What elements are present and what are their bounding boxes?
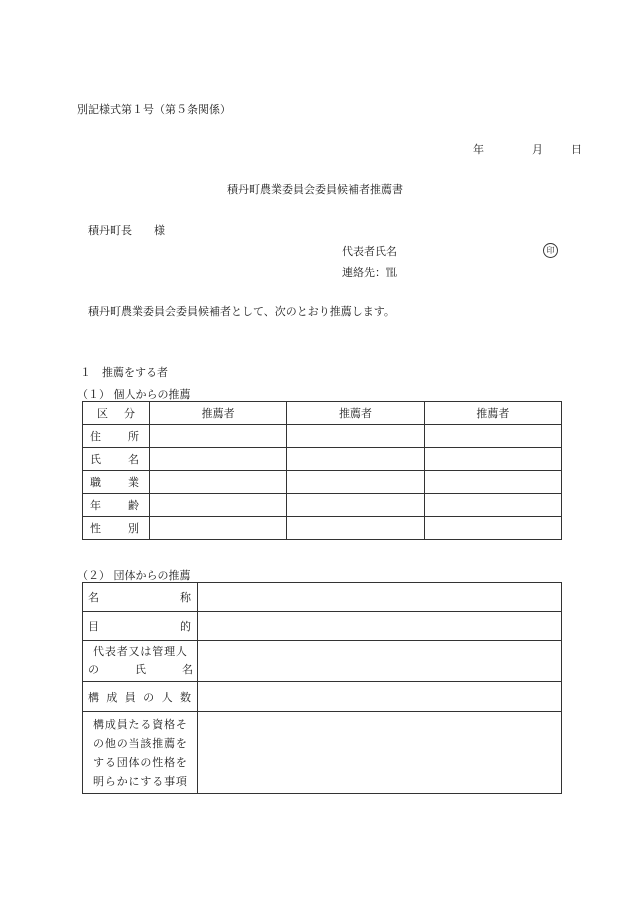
- column-header-recommender-1: 推薦者: [150, 402, 287, 425]
- row-label-gender: [83, 517, 150, 540]
- input-cell[interactable]: [424, 471, 561, 494]
- label-char: 表: [104, 645, 116, 658]
- input-cell[interactable]: [198, 612, 562, 641]
- label-char: 名: [128, 453, 139, 466]
- body-text: 積丹町農業委員会委員候補者として、次のとおり推薦します。: [88, 305, 395, 318]
- input-cell[interactable]: [198, 583, 562, 612]
- table-corner-cell: [83, 402, 150, 425]
- date-month-label: 月: [532, 143, 543, 156]
- row-label-member-count: [83, 682, 198, 712]
- label-char: 資: [152, 717, 164, 731]
- corner-char: 区: [97, 407, 108, 420]
- row-label-address: [83, 425, 150, 448]
- label-char: の: [140, 755, 152, 769]
- label-char: か: [116, 774, 128, 788]
- input-cell[interactable]: [150, 425, 287, 448]
- table-row: [83, 494, 562, 517]
- label-char: 別: [128, 522, 139, 535]
- row-label-occupation: [83, 471, 150, 494]
- label-char: 成: [106, 690, 118, 704]
- label-char: 当: [128, 736, 140, 750]
- row-label-group-name: [83, 583, 198, 612]
- input-cell[interactable]: [287, 425, 424, 448]
- label-char: 構: [88, 690, 99, 704]
- addressee-honorific: 様: [154, 224, 165, 237]
- input-cell[interactable]: [424, 425, 561, 448]
- table-row: [83, 612, 562, 641]
- section1-heading: １ 推薦をする者: [80, 366, 168, 379]
- label-char: 他: [104, 736, 116, 750]
- label-char: る: [152, 774, 164, 788]
- label-char: す: [140, 774, 152, 788]
- label-char: 代: [93, 645, 104, 658]
- label-char: 齢: [128, 499, 139, 512]
- table-row: [83, 425, 562, 448]
- column-header-recommender-2: 推薦者: [287, 402, 424, 425]
- label-char: す: [93, 755, 104, 769]
- label-char: 者: [116, 645, 128, 658]
- table-row: [83, 583, 562, 612]
- row-label-purpose: [83, 612, 198, 641]
- input-cell[interactable]: [424, 494, 561, 517]
- date-day-label: 日: [571, 143, 582, 156]
- representative-name-label: 代表者氏名: [342, 245, 397, 258]
- label-char: の: [93, 736, 104, 750]
- label-char: 格: [164, 717, 176, 731]
- input-cell[interactable]: [287, 494, 424, 517]
- table-row: [83, 682, 562, 712]
- table-row: [83, 517, 562, 540]
- label-char: 推: [152, 736, 164, 750]
- label-char: 性: [90, 522, 101, 535]
- label-char: る: [140, 717, 152, 731]
- label-char: 体: [128, 755, 140, 769]
- label-char: 構: [93, 717, 104, 731]
- label-char: 名: [88, 591, 99, 604]
- input-cell[interactable]: [198, 712, 562, 794]
- input-cell[interactable]: [150, 494, 287, 517]
- table-header-row: [83, 402, 562, 425]
- column-header-recommender-3: 推薦者: [424, 402, 561, 425]
- label-char: 管: [152, 645, 164, 658]
- addressee-name: 積丹町長: [88, 224, 132, 237]
- label-char: ら: [104, 774, 116, 788]
- table-row: [83, 712, 562, 794]
- label-char: 事: [164, 774, 176, 788]
- label-char: を: [175, 736, 187, 750]
- form-number: 別記様式第１号（第５条関係）: [77, 103, 231, 116]
- label-char: は: [140, 645, 152, 658]
- input-cell[interactable]: [424, 448, 561, 471]
- label-char: の: [143, 690, 155, 704]
- label-char: 性: [152, 755, 164, 769]
- label-char: 所: [128, 430, 139, 443]
- date-line: [473, 141, 582, 157]
- seal-mark-icon: 印: [543, 243, 558, 258]
- input-cell[interactable]: [150, 517, 287, 540]
- label-char: た: [128, 717, 140, 731]
- corner-char: 分: [124, 407, 135, 420]
- input-cell[interactable]: [150, 471, 287, 494]
- label-char: 明: [93, 774, 104, 788]
- section2-subheading: （２） 団体からの推薦: [77, 569, 191, 582]
- label-char: 住: [90, 430, 101, 443]
- label-char: 理: [164, 645, 176, 658]
- input-cell[interactable]: [287, 448, 424, 471]
- row-label-age: [83, 494, 150, 517]
- label-char: 人: [175, 645, 187, 658]
- date-year-label: 年: [473, 143, 484, 156]
- document-title: 積丹町農業委員会委員候補者推薦書: [227, 183, 403, 196]
- input-cell[interactable]: [150, 448, 287, 471]
- label-char: 員: [124, 690, 136, 704]
- label-char: 数: [179, 690, 191, 704]
- label-char: 職: [90, 476, 101, 489]
- group-recommendation-table: [82, 582, 562, 794]
- table-row: [83, 471, 562, 494]
- label-char: 項: [175, 774, 187, 788]
- label-char: 氏: [135, 663, 146, 676]
- row-label-name: [83, 448, 150, 471]
- table-row: [83, 448, 562, 471]
- table-row: [83, 641, 562, 682]
- label-char: の: [88, 663, 99, 676]
- label-char: そ: [175, 717, 187, 731]
- label-char: 目: [88, 620, 99, 633]
- label-char: 年: [90, 499, 101, 512]
- label-char: を: [175, 755, 187, 769]
- label-char: 名: [182, 663, 193, 676]
- label-char: 該: [140, 736, 152, 750]
- label-char: 人: [161, 690, 173, 704]
- label-char: 又: [128, 645, 140, 658]
- label-char: 成: [104, 717, 116, 731]
- input-cell[interactable]: [424, 517, 561, 540]
- label-char: に: [128, 774, 140, 788]
- row-label-representative: [83, 641, 198, 682]
- label-char: 員: [116, 717, 128, 731]
- label-char: の: [116, 736, 128, 750]
- contact-label: 連絡先：℡: [342, 266, 397, 279]
- input-cell[interactable]: [198, 641, 562, 682]
- label-char: 格: [164, 755, 176, 769]
- individual-recommendation-table: [82, 401, 562, 540]
- label-char: 業: [128, 476, 139, 489]
- section1-subheading: （１） 個人からの推薦: [77, 388, 191, 401]
- addressee: [88, 222, 165, 238]
- input-cell[interactable]: [287, 471, 424, 494]
- label-char: る: [104, 755, 116, 769]
- label-char: 薦: [164, 736, 176, 750]
- input-cell[interactable]: [287, 517, 424, 540]
- input-cell[interactable]: [198, 682, 562, 712]
- label-char: 団: [116, 755, 128, 769]
- label-char: 称: [180, 591, 191, 604]
- label-char: 氏: [90, 453, 101, 466]
- label-char: 的: [180, 620, 191, 633]
- row-label-qualification: [83, 712, 198, 794]
